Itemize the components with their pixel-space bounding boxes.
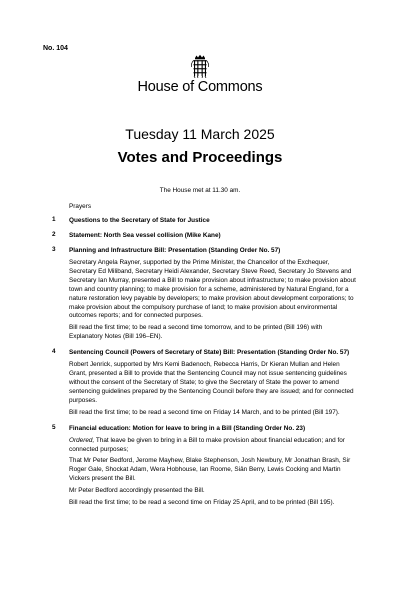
prayers-label: Prayers — [69, 203, 92, 210]
item-number: 2 — [52, 231, 56, 238]
item-paragraph: Bill read the first time; to be read a second time tomorrow, and to be printed (Bill 196) with Explanatory Notes (Bill 196–EN). — [69, 324, 323, 341]
house-name: House of Commons — [137, 79, 263, 95]
proceedings-list — [0, 216, 400, 514]
item-title: Statement: North Sea vessel collision (Mike Kane) — [69, 232, 221, 239]
item-number: 1 — [52, 216, 56, 223]
item-number: 3 — [52, 246, 56, 253]
issue-number: No. 104 — [43, 45, 68, 52]
house-met-time: The House met at 11.30 am. — [159, 187, 241, 194]
proceeding-item — [0, 231, 400, 240]
item-paragraph: Secretary Angela Rayner, supported by the Prime Minister, the Chancellor of the Exchequer, Secretary Ed Miliband, Secretary Heidi Alexander, Secretary Steve Reed, Secretary Jo Stevens and Secretary Ian Murray, presented a Bill to make provision about infrastructure; to make provision about town and country planning; to make provision for a scheme, administered by Natural England, for a nature restoration levy payable by developers; to make provision about development corporations; to make provision about the compulsory purchase of land; to make provision about environmental outcomes reports; and for connected purposes. — [69, 259, 356, 320]
item-paragraph — [69, 437, 357, 455]
proceeding-item — [0, 246, 400, 342]
item-title: Sentencing Council (Powers of Secretary of State) Bill: Presentation (Standing Order No. 57) — [69, 349, 350, 357]
item-number: 4 — [52, 348, 56, 356]
proceeding-item — [0, 348, 400, 417]
proceeding-item — [0, 424, 400, 508]
item-paragraph: Mr Peter Bedford accordingly presented the Bill. — [69, 487, 205, 495]
item-paragraph: Robert Jenrick, supported by Mrs Kemi Badenoch, Rebecca Harris, Dr Kieran Mullan and Helen Grant, presented a Bill to provide that the Sentencing Council may not issue sentencing guidelines without the consent of the Secretary of State; to give the Secretary of State the power to amend sentencing guidelines prepared by the Sentencing Council before they are issued; and for connected purposes. — [69, 361, 354, 404]
ordered-lead: Ordered, — [69, 436, 95, 444]
document-title: Votes and Proceedings — [117, 149, 283, 166]
proceeding-item — [0, 216, 400, 225]
portcullis-crest-icon — [188, 54, 212, 78]
sitting-date: Tuesday 11 March 2025 — [125, 126, 275, 142]
item-title: Financial education: Motion for leave to bring in a Bill (Standing Order No. 23) — [69, 424, 306, 432]
ordered-text: That leave be given to bring in a Bill to make provision about financial education; and for connected purposes; — [69, 436, 345, 453]
item-title: Questions to the Secretary of State for Justice — [69, 217, 210, 224]
item-title: Planning and Infrastructure Bill: Presentation (Standing Order No. 57) — [69, 247, 281, 254]
item-paragraph: That Mr Peter Bedford, Jerome Mayhew, Blake Stephenson, Josh Newbury, Mr Jonathan Brash, Sir Roger Gale, Shockat Adam, Wera Hobhouse, Ian Roome, Siân Berry, Lewis Cocking and Martin Vickers present the Bill. — [69, 457, 351, 483]
item-number: 5 — [52, 423, 56, 431]
item-paragraph: Bill read the first time; to be read a second time on Friday 14 March, and to be printed (Bill 197). — [69, 408, 340, 416]
item-paragraph: Bill read the first time; to be read a second time on Friday 25 April, and to be printed (Bill 195). — [69, 499, 335, 507]
